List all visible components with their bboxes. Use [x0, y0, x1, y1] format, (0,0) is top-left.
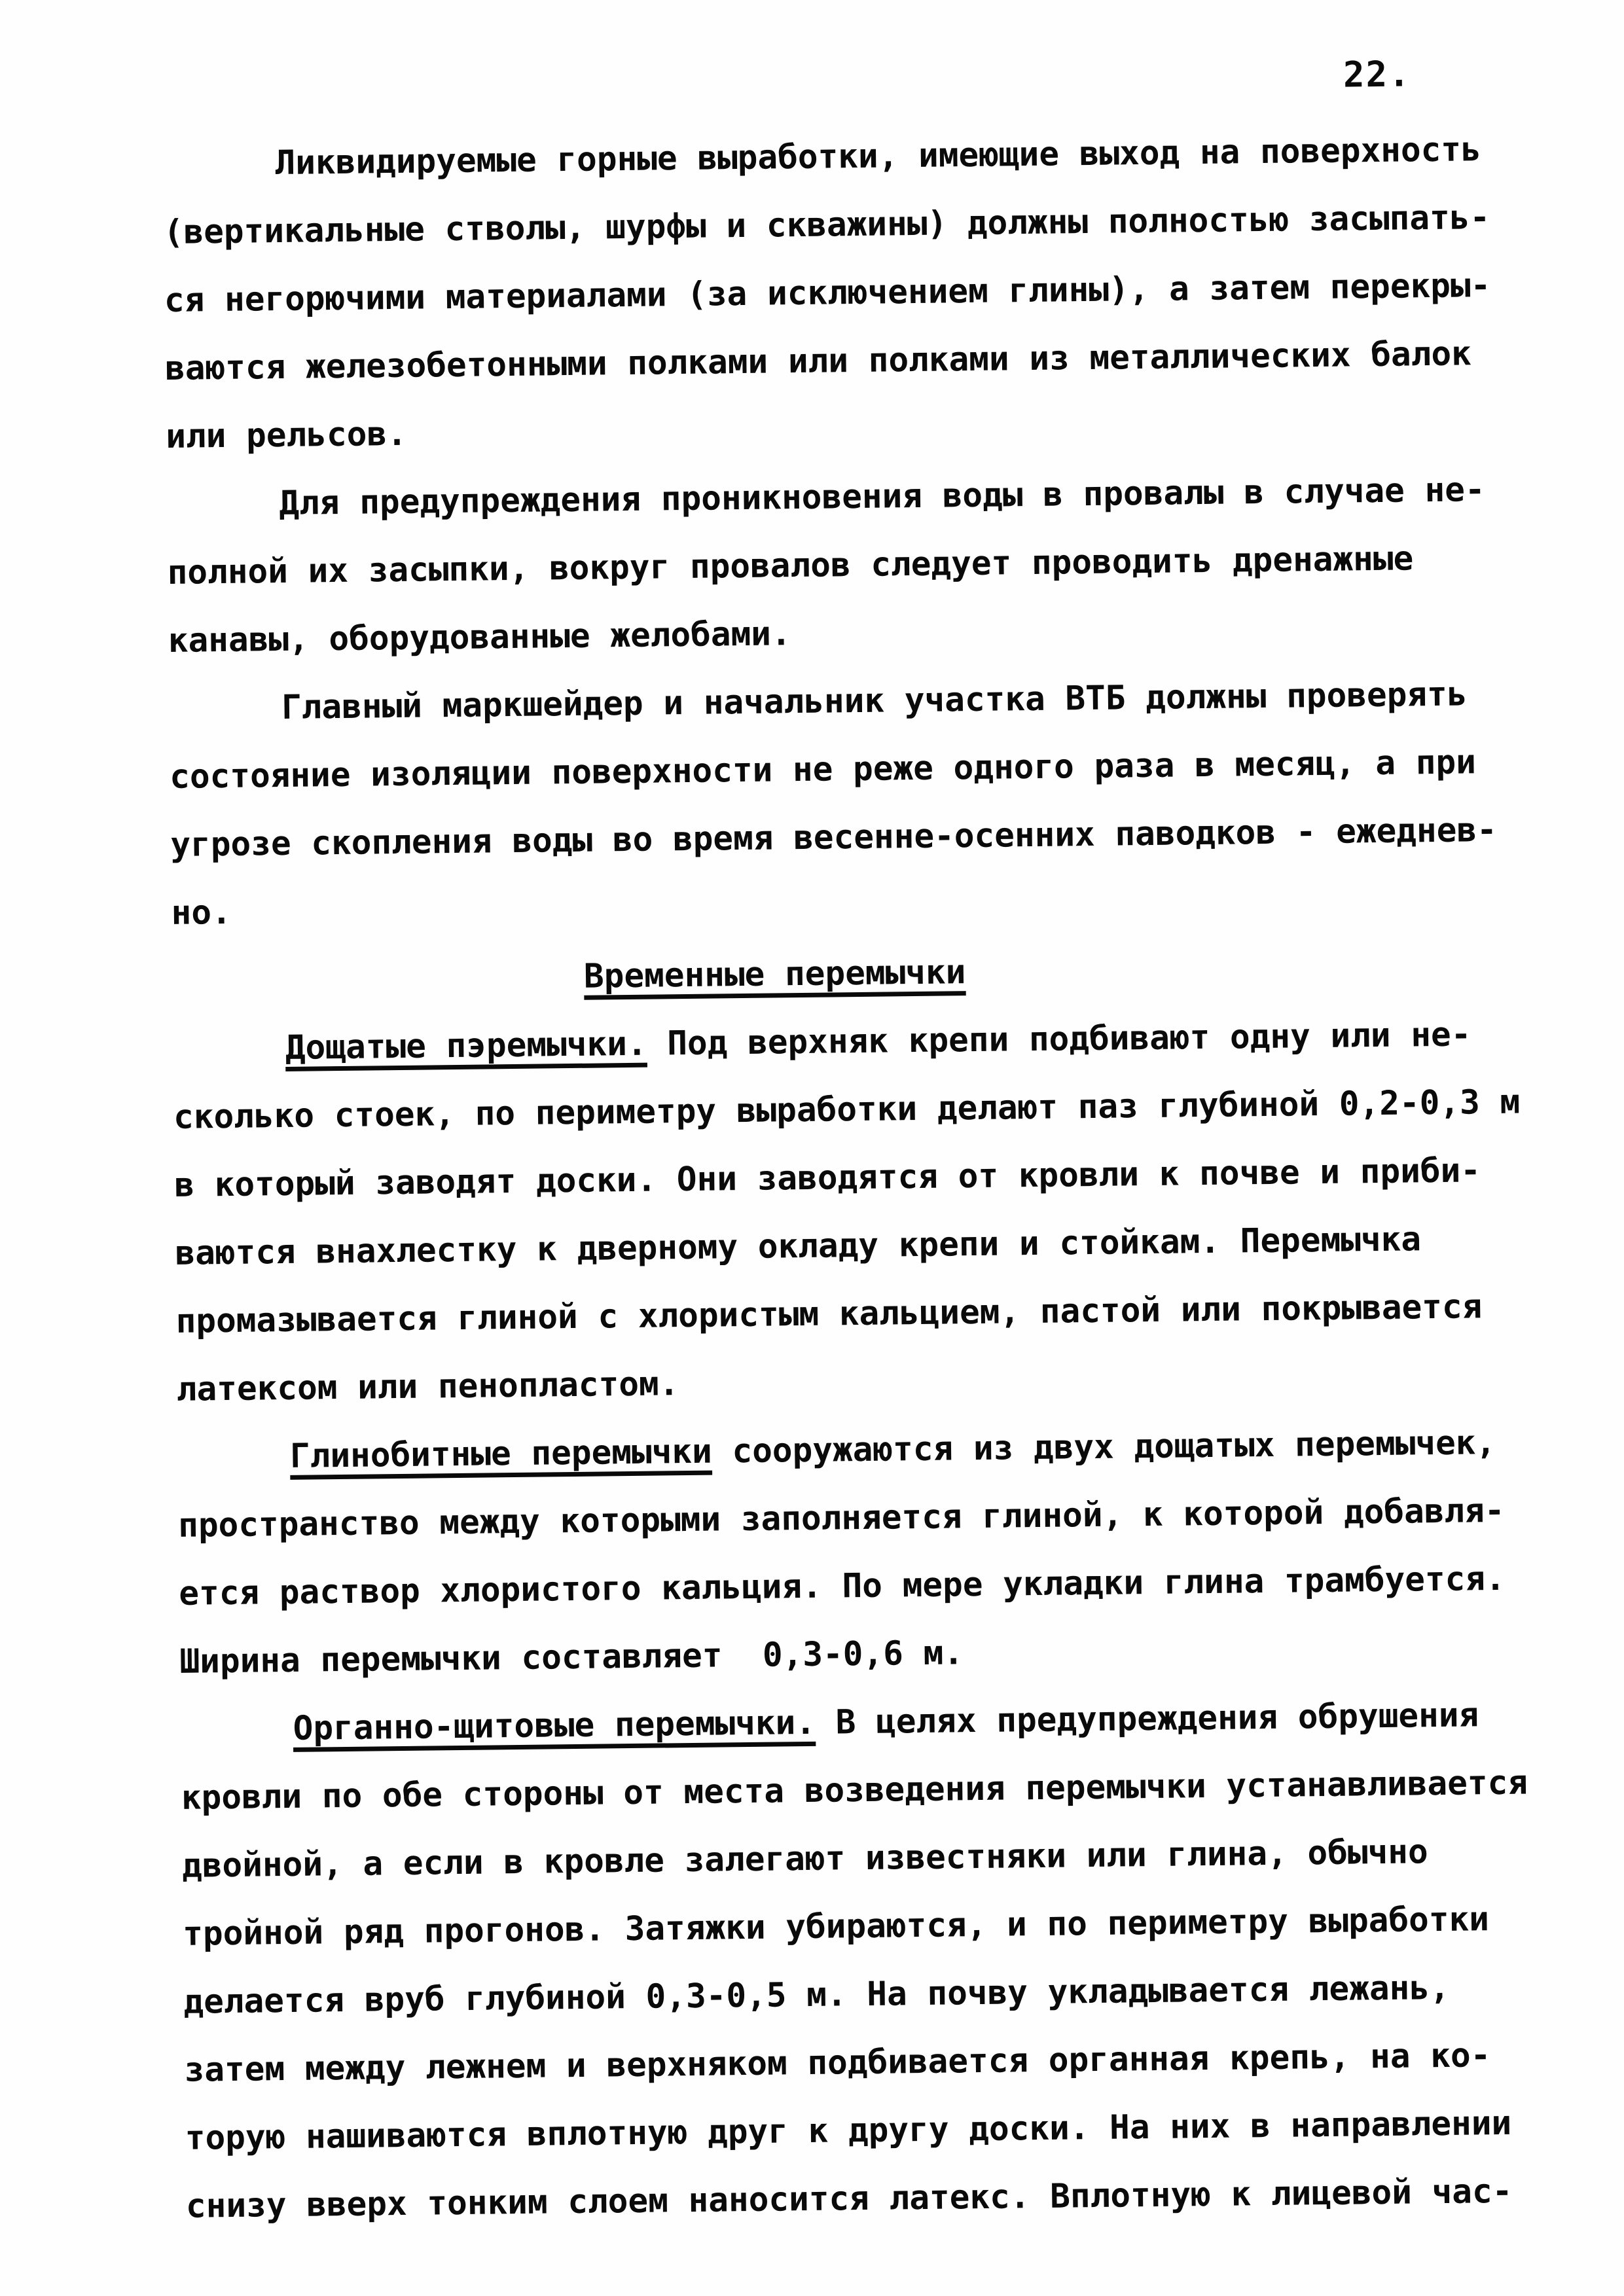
text-segment: угрозе скопления воды во время весенне-осенних паводков - ежеднев- [170, 810, 1498, 865]
underlined-term: Органно-щитовые перемычки. [293, 1703, 816, 1748]
text-segment: Ширина перемычки составляет 0,3-0,6 м. [179, 1634, 964, 1681]
text-segment: Для предупреждения проникновения воды в провалы в случае не- [279, 471, 1485, 524]
text-segment: кровли по обе стороны от места возведения перемычки устанавливается [181, 1763, 1528, 1818]
text-segment: снизу вверх тонким слоем наносится латекс. Вплотную к лицевой час- [185, 2172, 1513, 2226]
text-segment: сооружаются из двух дощатых перемычек, [712, 1424, 1496, 1471]
text-segment: канавы, оборудованные желобами. [168, 615, 791, 660]
text-segment: ся негорючими материалами (за исключением глины), а затем перекры- [164, 266, 1491, 320]
text-segment: латексом или пенопластом. [176, 1365, 679, 1409]
page-number: 22. [1343, 53, 1411, 96]
underlined-term: Глинобитные перемычки [289, 1432, 713, 1476]
text-segment: Ликвидируемые горные выработки, имеющие выход на поверхность [275, 130, 1482, 183]
text-segment: Под верхняк крепи подбивают одну или не- [647, 1015, 1471, 1064]
text-segment: промазывается глиной с хлористым кальцием, пастой или покрывается [175, 1287, 1483, 1341]
text-segment: сколько стоек, по периметру выработки делают паз глубиной 0,2-0,3 м [173, 1083, 1521, 1137]
text-segment: (вертикальные стволы, шурфы и скважины) должны полностью засыпать- [163, 198, 1490, 252]
text-segment: Главный маркшейдер и начальник участка ВТБ должны проверять [281, 675, 1468, 727]
text-segment: ваются внахлестку к дверному окладу крепи и стойкам. Перемычка [175, 1220, 1422, 1273]
document-body [162, 115, 1547, 2240]
text-segment: но. [171, 893, 232, 933]
text-segment: ваются железобетонными полками или полками из металлических балок [164, 334, 1472, 388]
underlined-term: Дощатые пэремычки. [285, 1024, 647, 1067]
section-heading-text: Временные перемычки [583, 953, 966, 996]
text-segment: затем между лежнем и верхняком подбивается органная крепь, на ко- [184, 2036, 1491, 2090]
text-segment: полной их засыпки, вокруг провалов следует проводить дренажные [167, 539, 1414, 592]
text-segment: тройной ряд прогонов. Затяжки убираются, и по периметру выработки [182, 1900, 1490, 1954]
text-segment: торую нашиваются вплотную друг к другу доски. На них в направлении [185, 2104, 1512, 2158]
text-segment: в который заводят доски. Они заводятся от кровли к почве и приби- [173, 1151, 1481, 1205]
text-line [185, 2157, 1547, 2241]
text-segment: двойной, а если в кровле залегают известняки или глина, обычно [181, 1833, 1428, 1886]
text-segment: В целях предупреждения обрушения [815, 1696, 1479, 1742]
text-segment: ется раствор хлористого кальция. По мере укладки глина трамбуется. [179, 1559, 1506, 1613]
text-segment: делается вруб глубиной 0,3-0,5 м. На почву укладывается лежань, [183, 1968, 1451, 2022]
text-segment: состояние изоляции поверхности не реже одного раза в месяц, а при [169, 743, 1477, 797]
text-segment: или рельсов. [165, 414, 408, 456]
text-segment: пространство между которыми заполняется глиной, к которой добавля- [177, 1491, 1505, 1545]
